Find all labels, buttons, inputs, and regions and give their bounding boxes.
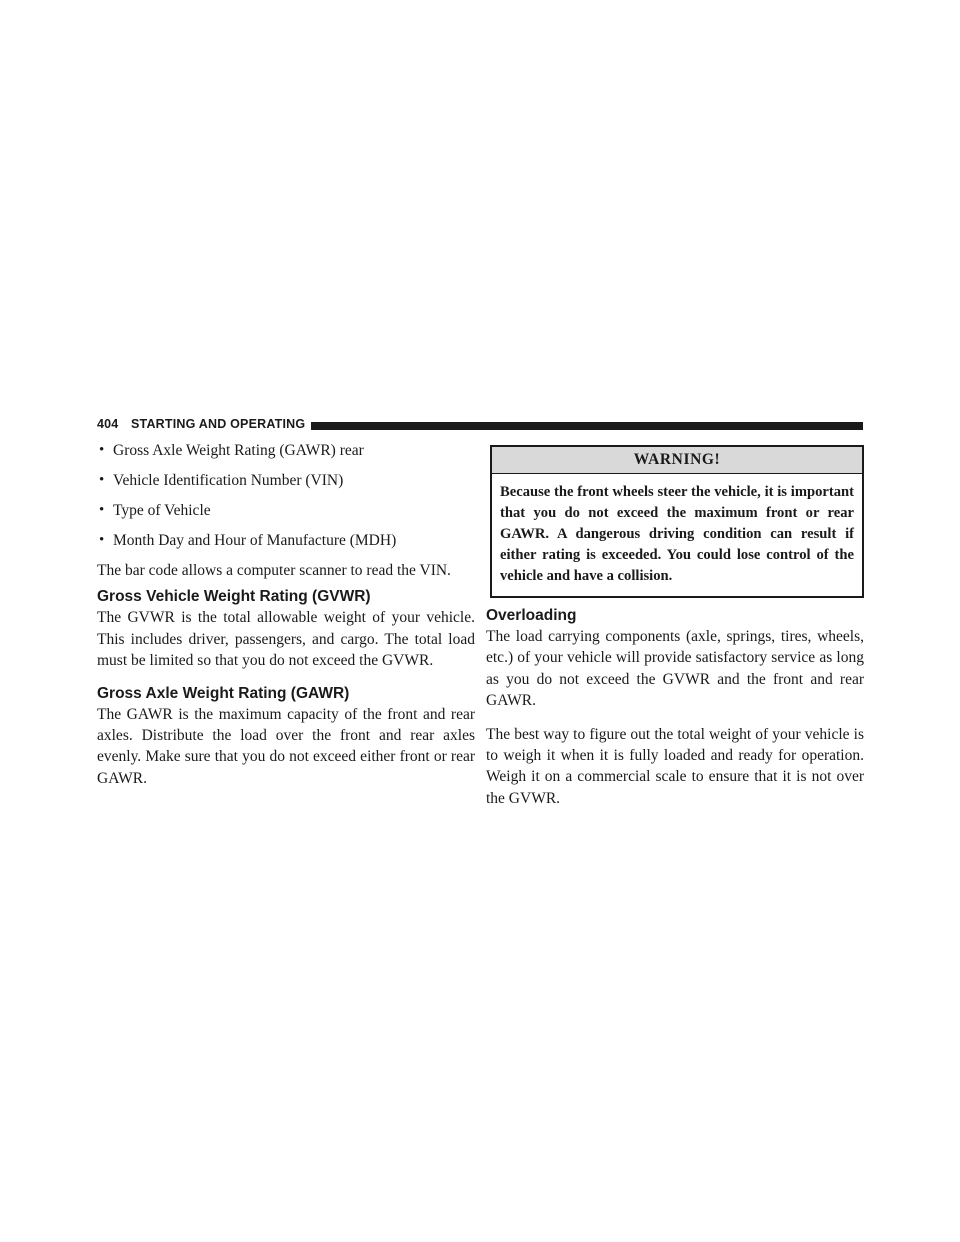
overloading-heading: Overloading [486, 607, 577, 624]
label-info-list [97, 440, 475, 551]
list-item [97, 440, 475, 461]
list-item-text: Gross Axle Weight Rating (GAWR) rear [113, 442, 364, 459]
page-header [97, 416, 863, 432]
list-item [97, 500, 475, 521]
list-item [97, 530, 475, 551]
list-item-text: Vehicle Identification Number (VIN) [113, 472, 344, 489]
list-item [97, 470, 475, 491]
warning-text: Because the front wheels steer the vehicle, it is important that you do not exceed the maximum front or rear GAWR. A dangerous driving condition can result if either rating is exceeded. You could lose control of the vehicle and have a collision. [500, 484, 854, 584]
warning-title: WARNING! [492, 447, 862, 474]
gawr-heading: Gross Axle Weight Rating (GAWR) [97, 684, 350, 702]
page-number: 404 [97, 417, 119, 431]
gvwr-heading: Gross Vehicle Weight Rating (GVWR) [97, 588, 371, 606]
header-rule [311, 422, 863, 430]
overloading-paragraph-1: The load carrying components (axle, springs, tires, wheels, etc.) of your vehicle will provide satisfactory service as long as you do not exceed the GVWR and the front and rear GAWR. [486, 628, 864, 710]
bullet-icon: • [99, 442, 105, 458]
gvwr-paragraph: The GVWR is the total allowable weight of your vehicle. This includes driver, passengers, and cargo. The total load must be limited so that you do not exceed the GVWR. [97, 609, 475, 670]
section-title: STARTING AND OPERATING [131, 417, 306, 431]
list-item-text: Type of Vehicle [113, 502, 211, 519]
list-item-text: Month Day and Hour of Manufacture (MDH) [113, 532, 397, 549]
bullet-icon: • [99, 502, 105, 518]
warning-box [490, 445, 864, 598]
gawr-paragraph: The GAWR is the maximum capacity of the front and rear axles. Distribute the load over the front and rear axles evenly. Make sure that you do not exceed either front or rear GAWR. [97, 705, 475, 787]
bullet-icon: • [99, 532, 105, 548]
bullet-icon: • [99, 472, 105, 488]
left-column [97, 440, 475, 789]
barcode-paragraph: The bar code allows a computer scanner to read the VIN. [97, 562, 451, 579]
right-column [486, 440, 864, 809]
overloading-paragraph-2: The best way to figure out the total weight of your vehicle is to weigh it when it is fully loaded and ready for operation. Weigh it on a commercial scale to ensure that it is not over the GVWR. [486, 725, 864, 807]
